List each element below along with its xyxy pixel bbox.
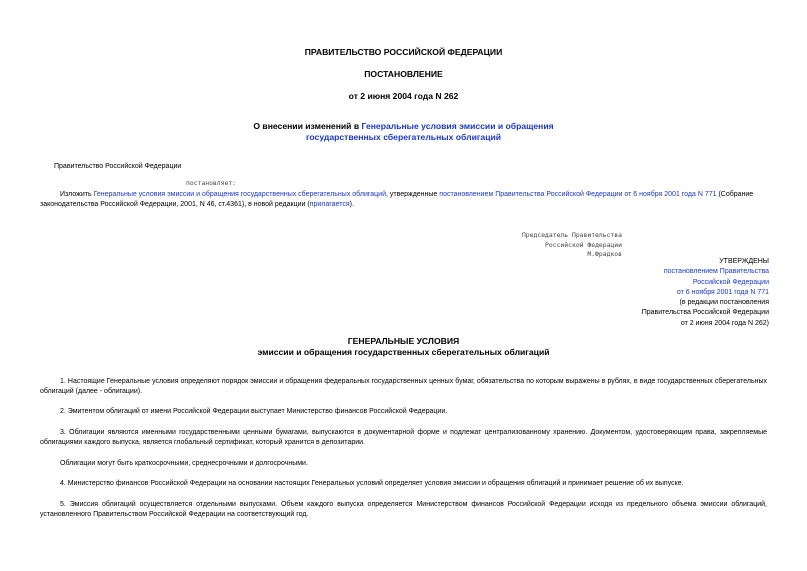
- approved-link-resolution[interactable]: постановлением Правительства: [663, 268, 769, 276]
- signature-block: [500, 231, 622, 260]
- paragraph-2: 2. Эмитентом облигаций от имени Российской Федерации выступает Министерство финансов Российской Федерации.: [60, 408, 448, 415]
- section-subtitle: эмиссии и обращения государственных сберегательных облигаций: [257, 347, 550, 357]
- approved-label: УТВЕРЖДЕНЫ: [719, 258, 769, 265]
- doc-date-heading: от 2 июня 2004 года N 262: [348, 91, 459, 101]
- para-prefix: Изложить: [60, 191, 94, 198]
- approved-link-date[interactable]: от 6 ноября 2001 года N 771: [676, 288, 769, 296]
- signature-country: Российской Федерации: [545, 240, 622, 249]
- document-title: [0, 121, 807, 132]
- paragraph-5: 5. Эмиссия облигаций осуществляется отдельными выпусками. Объем каждого выпуска определяется Министерством финансов Российской Федерации исходя из предельного объема эмиссии облигаций, установленного Правительством Российской Федерации на соответствующий год.: [40, 501, 767, 518]
- document-title-line2: [0, 132, 807, 143]
- approved-note-3: от 2 июня 2004 года N 262): [680, 319, 769, 327]
- title-link-general-conditions[interactable]: Генеральные условия эмиссии и обращения: [361, 121, 554, 131]
- resolves-text: постановляет:: [186, 179, 237, 187]
- signature-name: М.Фрадков: [587, 250, 622, 258]
- section-title: ГЕНЕРАЛЬНЫЕ УСЛОВИЯ: [347, 336, 460, 346]
- doc-type-heading: ПОСТАНОВЛЕНИЕ: [364, 69, 443, 79]
- link-general-conditions[interactable]: Генеральные условия эмиссии и обращения государственных сберегательных облигаций: [93, 191, 386, 198]
- para-line2-end: ).: [349, 201, 354, 208]
- link-resolution-771[interactable]: постановлением Правительства Российской Федерации от 6 ноября 2001 года N 771: [439, 191, 717, 198]
- intro-text: Правительство Российской Федерации: [54, 163, 182, 170]
- approved-note-2: Правительства Российской Федерации: [641, 309, 769, 317]
- paragraph-4: 4. Министерство финансов Российской Федерации на основании настоящих Генеральных условий определяет условия эмиссии и обращения облигаций и принимает решение об их выпуске.: [60, 480, 684, 487]
- signature-title: Председатель Правительства: [521, 231, 622, 239]
- main-paragraph-line1: [60, 190, 772, 200]
- paragraph-3: 3. Облигации являются именными государственными ценными бумагами, выпускаются в документарной форме и подлежат централизованному хранению. Документом, удостоверяющим права, закрепляемые облигациями каждого выпуска, является глобальный сертификат, который хранится в депозитарии.: [40, 429, 767, 446]
- para-mid: , утвержденные: [385, 191, 440, 198]
- paragraph-1: 1. Настоящие Генеральные условия определяют порядок эмиссии и обращения федеральных государственных ценных бумаг, обязательства по которым выражены в рублях, в виде государственных сберегательных облигаций (далее - облигации).: [40, 378, 767, 395]
- para-suffix: (Собрание: [716, 191, 754, 198]
- government-heading: ПРАВИТЕЛЬСТВО РОССИЙСКОЙ ФЕДЕРАЦИИ: [304, 47, 503, 57]
- approved-link-country[interactable]: Российской Федерации: [692, 278, 769, 286]
- title-link-bonds[interactable]: государственных сберегательных облигаций: [305, 132, 502, 142]
- approved-note-1: (в редакции постановления: [679, 299, 769, 307]
- title-prefix: О внесении изменений в: [253, 121, 362, 131]
- para-line2-start: законодательства Российской Федерации, 2001, N 46, ст.4361), в новой редакции (: [40, 201, 310, 208]
- paragraph-3b: Облигации могут быть краткосрочными, среднесрочными и долгосрочными.: [60, 460, 308, 467]
- main-paragraph-line2: [40, 200, 354, 210]
- approved-block: [642, 257, 769, 329]
- link-attached[interactable]: прилагается: [309, 201, 350, 208]
